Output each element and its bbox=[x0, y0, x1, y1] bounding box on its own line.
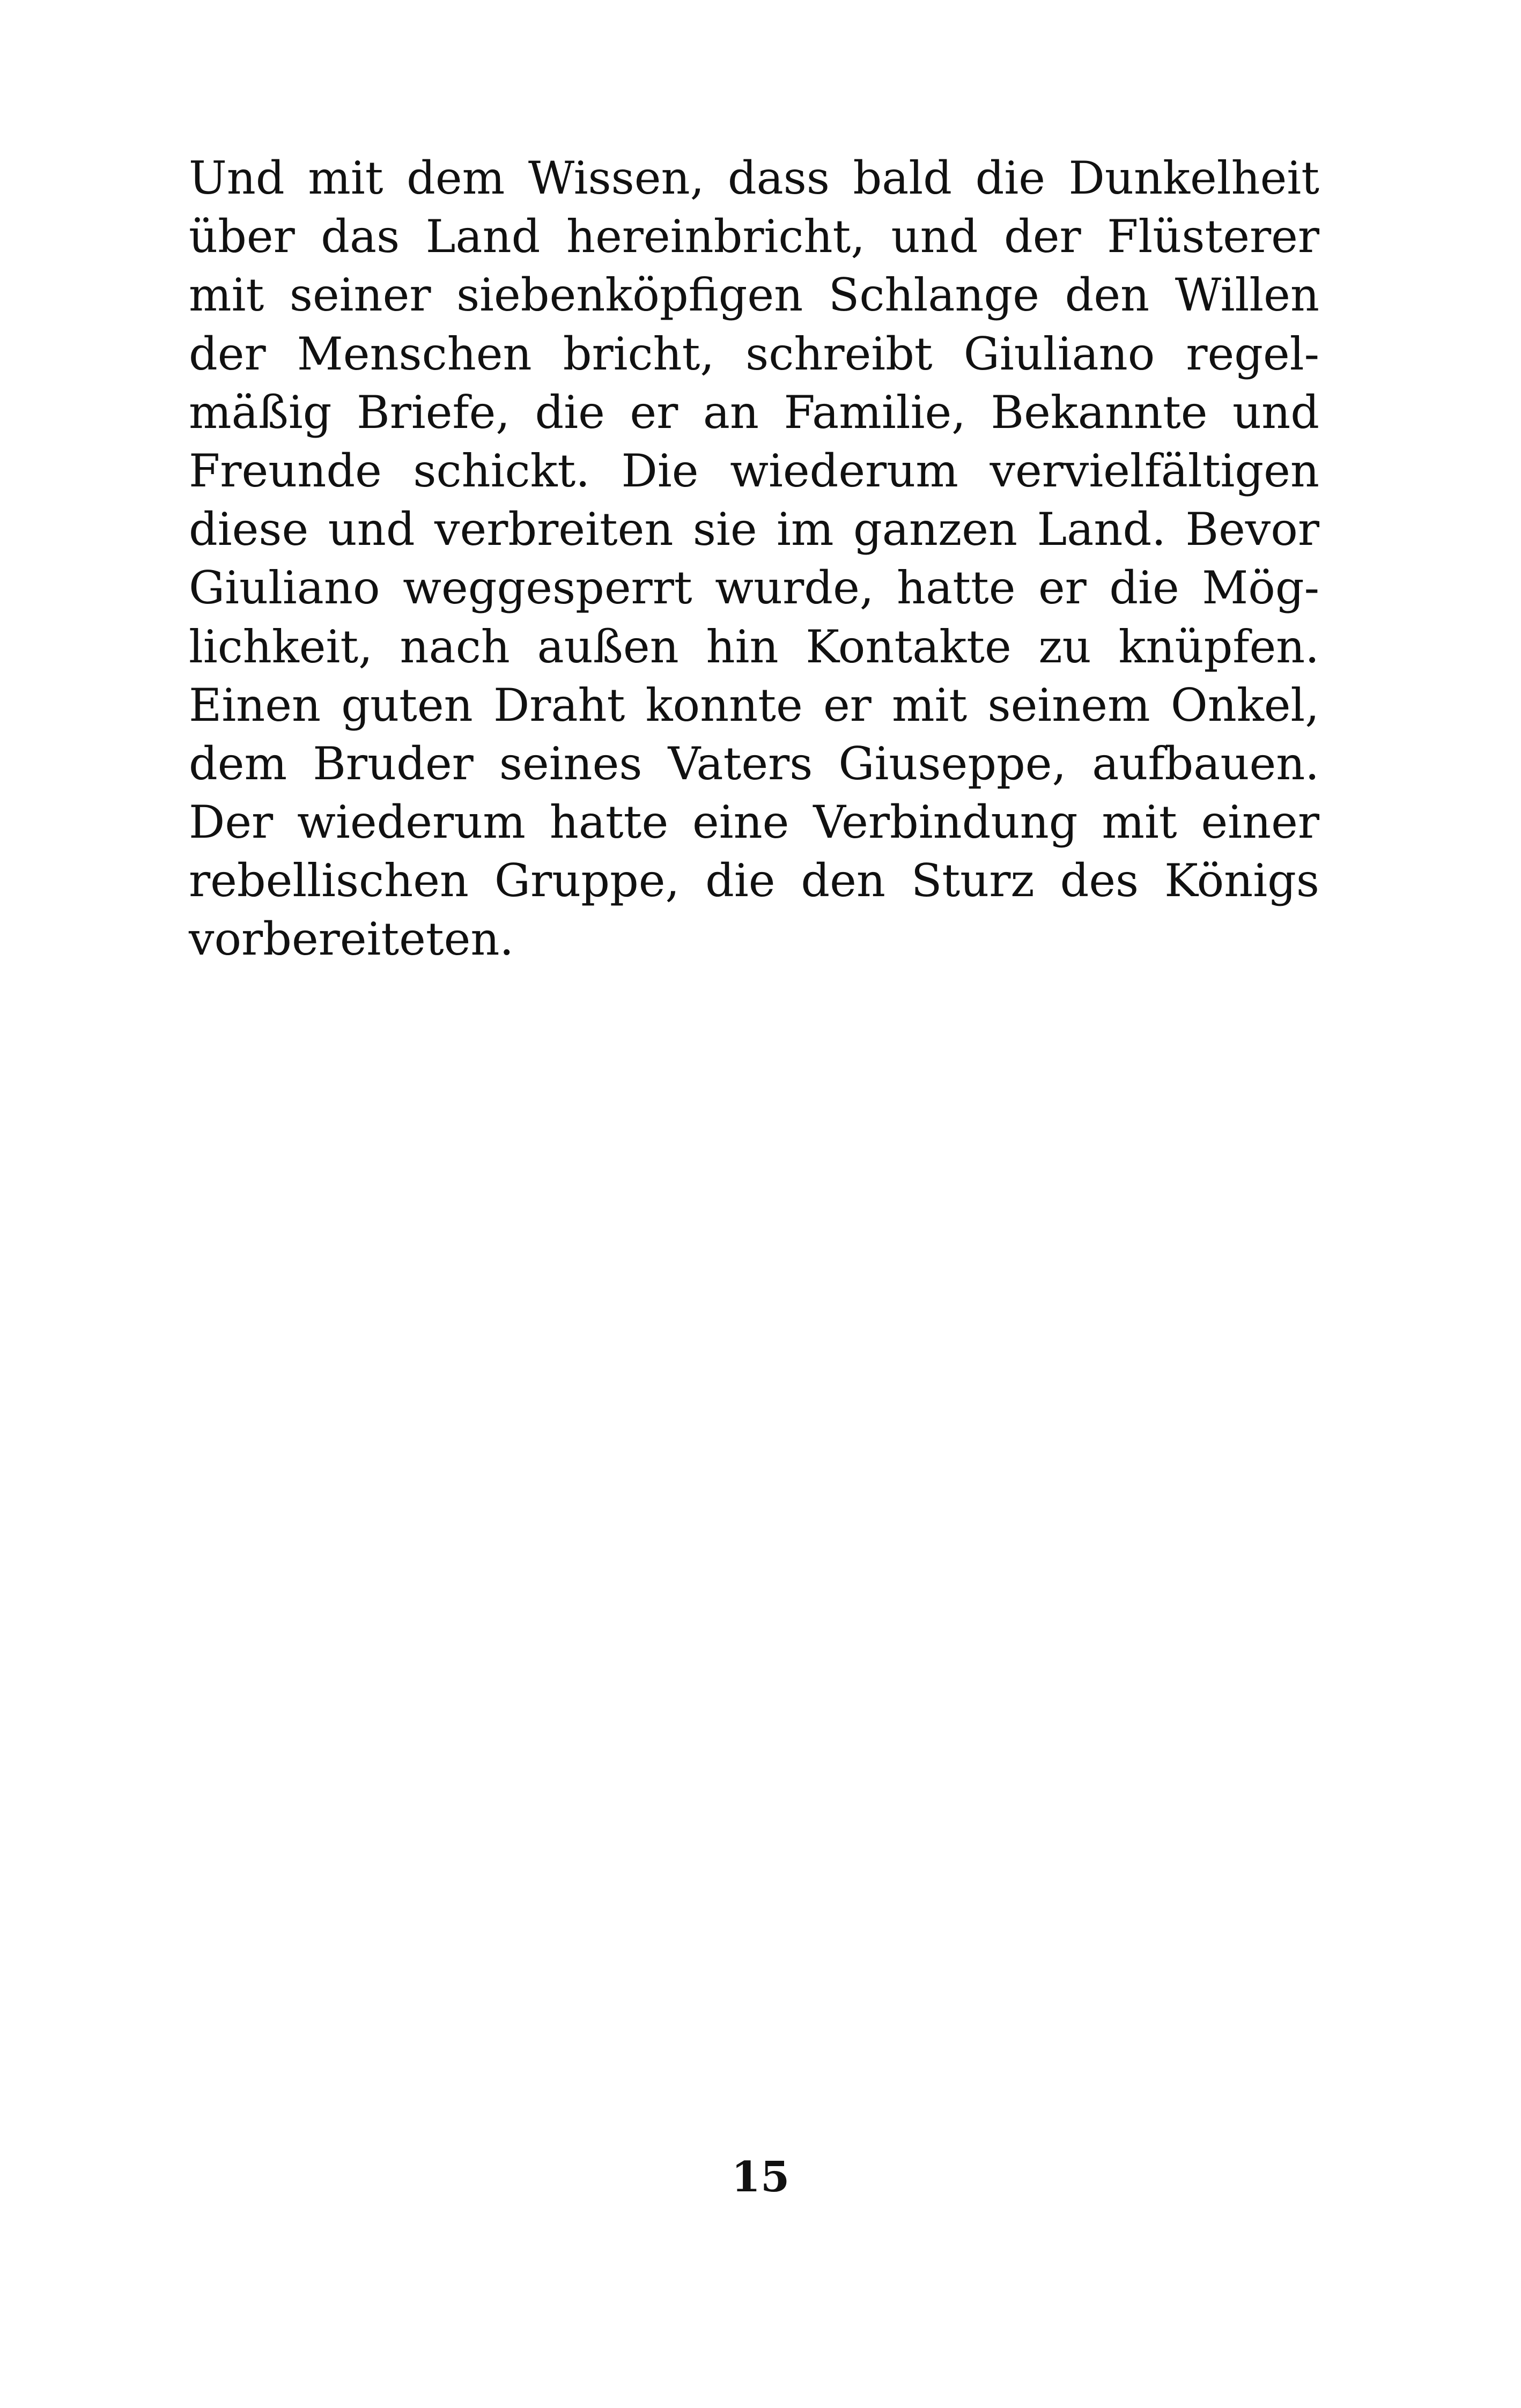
paragraph-line: diese und verbreiten sie im ganzen Land. Bevor bbox=[189, 503, 1319, 556]
paragraph-line: Und mit dem Wissen, dass bald die Dunkelheit bbox=[189, 152, 1319, 204]
paragraph-line: der Menschen bricht, schreibt Giuliano regel- bbox=[189, 327, 1319, 380]
page-number: 15 bbox=[731, 2153, 790, 2202]
paragraph-line: rebellischen Gruppe, die den Sturz des Königs bbox=[189, 854, 1319, 907]
paragraph-line: vorbereiteten. bbox=[189, 913, 514, 966]
paragraph-line: mit seiner siebenköpfigen Schlange den Willen bbox=[189, 269, 1319, 322]
paragraph-line: Der wiederum hatte eine Verbindung mit einer bbox=[189, 796, 1319, 849]
paragraph-line: dem Bruder seines Vaters Giuseppe, aufbauen. bbox=[189, 737, 1319, 790]
paragraph-line: Einen guten Draht konnte er mit seinem Onkel, bbox=[189, 678, 1319, 732]
paragraph-line: Freunde schickt. Die wiederum vervielfältigen bbox=[189, 444, 1319, 497]
paragraph-line: Giuliano weggesperrt wurde, hatte er die Mög- bbox=[189, 562, 1319, 615]
body-paragraph bbox=[189, 149, 1319, 969]
paragraph-line: lichkeit, nach außen hin Kontakte zu knüpfen. bbox=[189, 620, 1319, 673]
paragraph-line: über das Land hereinbricht, und der Flüsterer bbox=[189, 210, 1319, 263]
paragraph-line: mäßig Briefe, die er an Familie, Bekannte und bbox=[189, 386, 1319, 439]
